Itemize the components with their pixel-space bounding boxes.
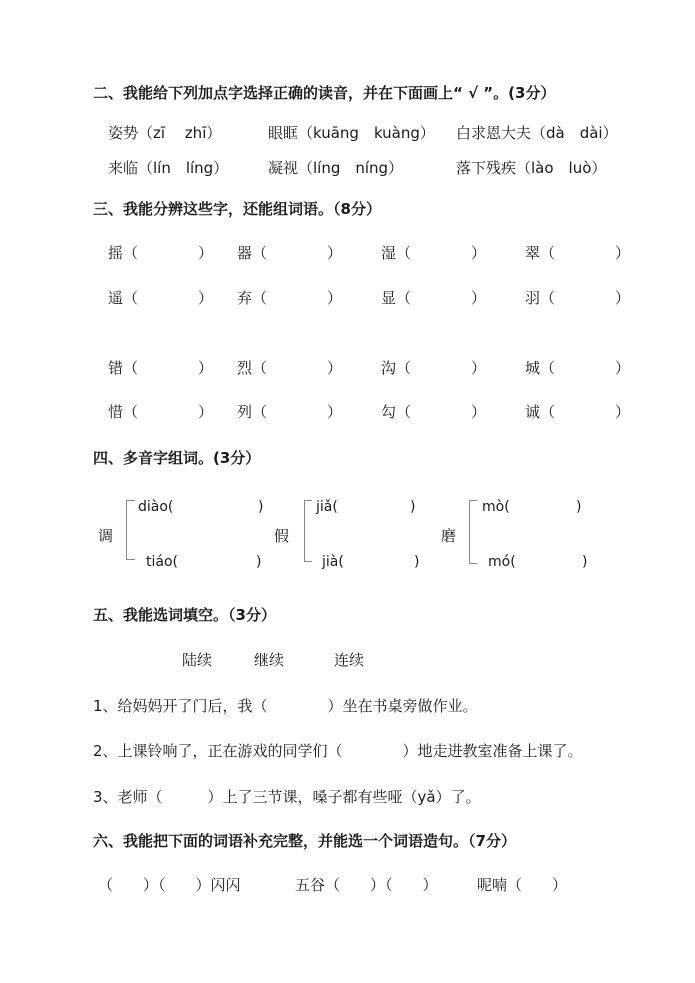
polyphone-char: 调 — [98, 527, 114, 545]
blank-close: ) — [582, 554, 588, 570]
word-blank: 湿（ ） — [381, 244, 487, 262]
word-blank: 诚（ ） — [525, 403, 631, 421]
word-blank: 沟（ ） — [381, 359, 487, 377]
word-choice: 陆续 — [182, 651, 213, 669]
brace — [469, 500, 477, 564]
pinyin-reading: jià( — [322, 554, 344, 570]
word-blank: 显（ ） — [381, 289, 487, 307]
brace — [126, 500, 135, 560]
blank-close: ) — [258, 499, 264, 515]
word-blank: 弃（ ） — [237, 289, 343, 307]
word-blank: 遥（ ） — [108, 289, 214, 307]
idiom-blank: 呢喃（ ） — [477, 876, 568, 894]
brace — [304, 500, 312, 562]
fill-sentence: 2、上课铃响了，正在游戏的同学们（ ）地走进教室准备上课了。 — [93, 742, 583, 760]
section-5-title: 五、我能选词填空。（3分） — [93, 606, 276, 624]
word-blank: 翠（ ） — [525, 244, 631, 262]
word-blank: 列（ ） — [237, 403, 343, 421]
fill-sentence: 3、老师（ ）上了三节课，嗓子都有些哑（yǎ）了。 — [93, 788, 481, 806]
pinyin-item: 凝视（líng níng） — [268, 159, 404, 177]
word-blank: 勾（ ） — [381, 403, 487, 421]
pinyin-reading: mó( — [488, 554, 516, 570]
idiom-blank: （ ）（ ）闪闪 — [98, 876, 241, 894]
blank-close: ) — [414, 554, 420, 570]
blank-close: ) — [410, 499, 416, 515]
blank-close: ) — [576, 499, 582, 515]
word-blank: 器（ ） — [237, 244, 343, 262]
pinyin-reading: jiǎ( — [316, 499, 338, 515]
pinyin-reading: diào( — [138, 499, 174, 515]
pinyin-item: 落下残疾（lào luò） — [456, 159, 607, 177]
section-6-title: 六、我能把下面的词语补充完整，并能选一个词语造句。（7分） — [93, 832, 516, 850]
pinyin-item: 来临（lín líng） — [108, 159, 229, 177]
idiom-blank: 五谷（ ）（ ） — [295, 876, 438, 894]
section-4-title: 四、多音字组词。(3分） — [93, 449, 261, 467]
word-blank: 羽（ ） — [525, 289, 631, 307]
polyphone-char: 假 — [274, 527, 290, 545]
word-choice: 连续 — [334, 651, 365, 669]
word-blank: 烈（ ） — [237, 359, 343, 377]
word-choice: 继续 — [254, 651, 285, 669]
word-blank: 错（ ） — [108, 359, 214, 377]
word-blank: 惜（ ） — [108, 403, 214, 421]
blank-close: ) — [256, 554, 262, 570]
pinyin-reading: tiáo( — [146, 554, 178, 570]
section-2-title: 二、我能给下列加点字选择正确的读音，并在下面画上“ √ ”。(3分） — [93, 84, 556, 102]
pinyin-item: 姿势（zī zhī） — [108, 124, 222, 142]
pinyin-item: 白求恩大夫（dà dài） — [456, 124, 618, 142]
word-blank: 城（ ） — [525, 359, 631, 377]
polyphone-char: 磨 — [441, 527, 457, 545]
word-blank: 摇（ ） — [108, 244, 214, 262]
section-3-title: 三、我能分辨这些字，还能组词语。（8分） — [93, 200, 381, 218]
pinyin-reading: mò( — [482, 499, 510, 515]
pinyin-item: 眼眶（kuāng kuàng） — [268, 124, 435, 142]
fill-sentence: 1、给妈妈开了门后，我（ ）坐在书桌旁做作业。 — [93, 697, 478, 715]
